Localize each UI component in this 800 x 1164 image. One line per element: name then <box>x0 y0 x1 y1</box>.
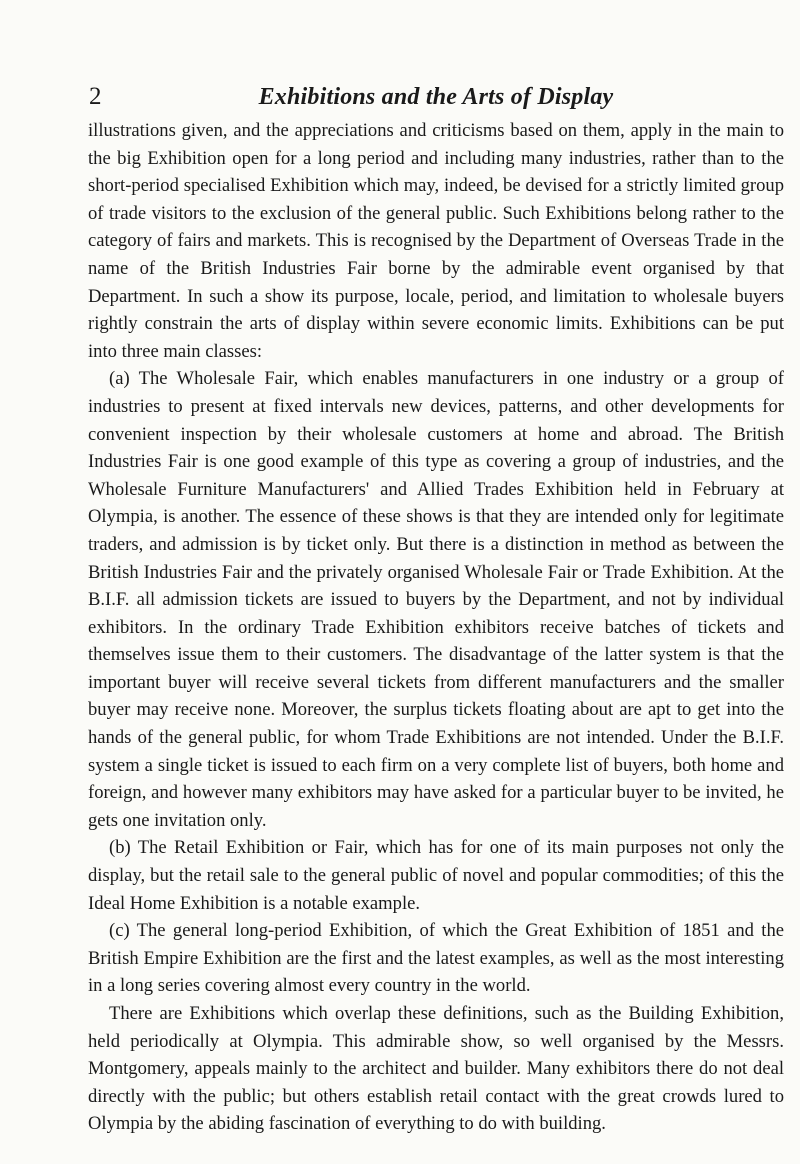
paragraph-long-period-exhibition: (c) The general long-period Exhibition, of which the Great Exhibition of 1851 and the British Empire Exhibition are the first and the latest examples, as well as the most interesting in a long series covering almost every country in the world. <box>88 920 784 997</box>
running-head-title: Exhibitions and the Arts of Display <box>258 84 614 110</box>
body-text <box>88 117 784 1138</box>
paragraph-wholesale-fair: (a) The Wholesale Fair, which enables manufacturers in one industry or a group of industries to present at fixed intervals new devices, patterns, and other developments for convenient inspection by their wholesale customers at home and abroad. The British Industries Fair is one good example of this type as covering a group of industries, and the Wholesale Furniture Manufacturers' and Allied Trades Exhibition held in February at Olympia, is another. The essence of these shows is that they are intended only for legitimate traders, and admission is by ticket only. But there is a distinction in method as between the British Industries Fair and the privately organised Wholesale Fair or Trade Exhibition. At the B.I.F. all admission tickets are issued to buyers by the Department, and not by individual exhibitors. In the ordinary Trade Exhibition exhibitors receive batches of tickets and themselves issue them to their customers. The disadvantage of the latter system is that the important buyer will receive several tickets from different manufacturers and the smaller buyer may receive none. Moreover, the surplus tickets floating about are apt to get into the hands of the general public, for whom Trade Exhibitions are not intended. Under the B.I.F. system a single ticket is issued to each firm on a very complete list of buyers, both home and foreign, and however many exhibitors may have asked for a particular buyer to be invited, he gets one invitation only. <box>88 368 784 831</box>
running-head <box>89 80 783 114</box>
page-number: 2 <box>89 83 102 110</box>
paragraph-overlapping-exhibitions: There are Exhibitions which overlap these definitions, such as the Building Exhibition, held periodically at Olympia. This admirable show, so well organised by the Messrs. Montgomery, appeals mainly to the architect and builder. Many exhibitors there do not deal directly with the public; but others establish retail contact with the great crowds lured to Olympia by the abiding fascination of everything to do with building. <box>88 1003 784 1135</box>
paragraph-retail-exhibition: (b) The Retail Exhibition or Fair, which has for one of its main purposes not only the display, but the retail sale to the general public of novel and popular commodities; of this the Ideal Home Exhibition is a notable example. <box>88 837 784 914</box>
paragraph-intro: illustrations given, and the appreciations and criticisms based on them, apply in the main to the big Exhibition open for a long period and including many industries, rather than to the short-period specialised Exhibition which may, indeed, be devised for a strictly limited group of trade visitors to the exclusion of the general public. Such Exhibitions belong rather to the category of fairs and markets. This is recognised by the Department of Overseas Trade in the name of the British Industries Fair borne by the admirable event organised by that Department. In such a show its purpose, locale, period, and limitation to wholesale buyers rightly constrain the arts of display within severe economic limits. Exhibitions can be put into three main classes: <box>88 120 784 362</box>
